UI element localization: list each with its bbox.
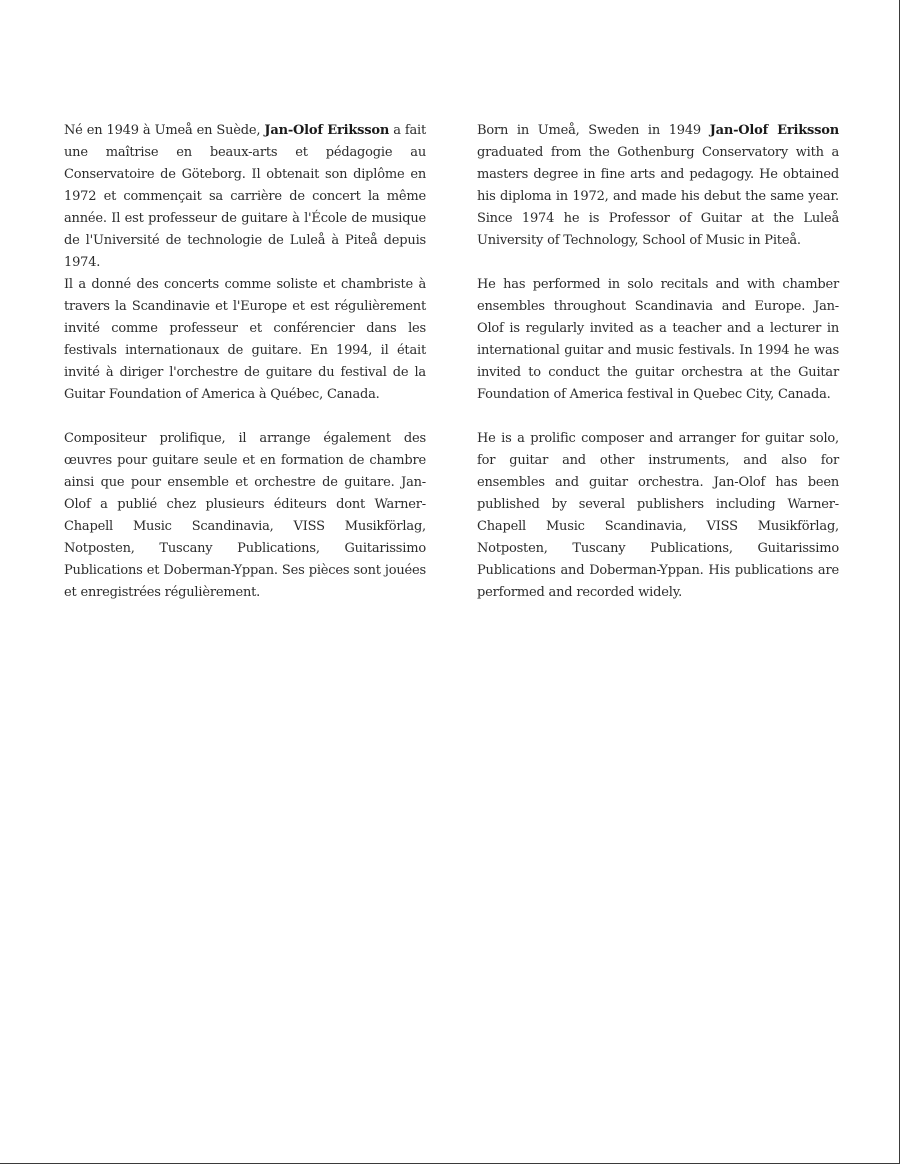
english-paragraph-bio (477, 120, 839, 252)
english-paragraph-compositions: He is a prolific composer and arranger for guitar solo, for guitar and other instruments, and also for ensembles and guitar orchestra. Jan-Olof has been published by several publishers including Warner-Chapell Music Scandinavia, VISS Musikförlag, Notposten, Tuscany Publications, Guitarissimo Publications and Doberman-Yppan. His publications are performed and recorded widely. (477, 431, 839, 600)
french-bio-rest: a fait une maîtrise en beaux-arts et pédagogie au Conservatoire de Göteborg. Il obtenait son diplôme en 1972 et commençait sa carrière de concert la même année. Il est professeur de guitare à l'École de musique de l'Université de technologie de Luleå à Piteå depuis 1974. (64, 123, 427, 270)
french-paragraph-concerts: Il a donné des concerts comme soliste et chambriste à travers la Scandinavie et l'Europe et est régulièrement invité comme professeur et conférencier dans les festivals internationaux de guitare. En 1994, il était invité à diriger l'orchestre de guitare du festival de la Guitar Foundation of America à Québec, Canada. (64, 277, 426, 402)
french-composer-name: Jan-Olof Eriksson (264, 123, 390, 138)
english-bio-intro: Born in Umeå, Sweden in 1949 (477, 123, 710, 138)
english-column (477, 120, 839, 604)
english-composer-name: Jan-Olof Eriksson (709, 123, 839, 138)
english-bio-rest: graduated from the Gothenburg Conservatory with a masters degree in fine arts and pedagogy. He obtained his diploma in 1972, and made his debut the same year. Since 1974 he is Professor of Guitar at the Luleå University of Technology, School of Music in Piteå. (477, 145, 839, 248)
french-column (64, 120, 426, 604)
french-paragraph-compositions: Compositeur prolifique, il arrange également des œuvres pour guitare seule et en formation de chambre ainsi que pour ensemble et orchestre de guitare. Jan-Olof a publié chez plusieurs éditeurs dont Warner-Chapell Music Scandinavia, VISS Musikförlag, Notposten, Tuscany Publications, Guitarissimo Publications et Doberman-Yppan. Ses pièces sont jouées et enregistrées régulièrement. (64, 431, 426, 600)
paragraph-spacer (64, 406, 426, 428)
french-paragraph-bio (64, 120, 426, 274)
french-bio-intro: Né en 1949 à Umeå en Suède, (64, 123, 265, 138)
english-paragraph-concerts: He has performed in solo recitals and with chamber ensembles throughout Scandinavia and Europe. Jan-Olof is regularly invited as a teacher and a lecturer in international guitar and music festivals. In 1994 he was invited to conduct the guitar orchestra at the Guitar Foundation of America festival in Quebec City, Canada. (477, 277, 839, 402)
paragraph-spacer (477, 252, 839, 274)
paragraph-spacer (477, 406, 839, 428)
